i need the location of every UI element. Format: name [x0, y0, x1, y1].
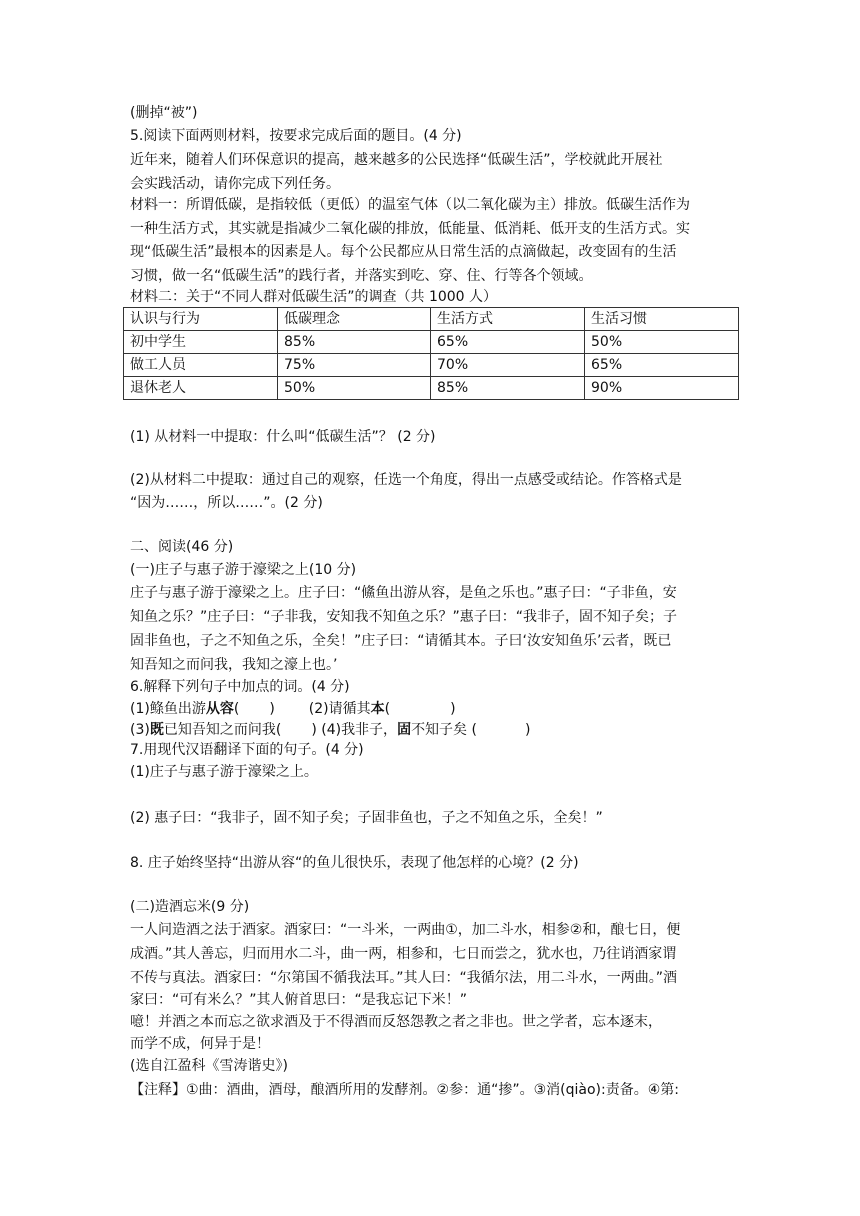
table-cell: 65%	[585, 354, 739, 377]
table-cell: 50%	[278, 377, 431, 400]
q6-item-4-rest: 不知子矣 (	[411, 722, 477, 738]
question-6-row-2	[130, 720, 530, 740]
q6-item-1-close: )	[269, 701, 275, 717]
table-cell: 70%	[431, 354, 585, 377]
table-header-cell: 生活方式	[431, 308, 585, 331]
table-cell: 90%	[585, 377, 739, 400]
q6-item-4-close: )	[524, 722, 531, 738]
passage-line: 成酒。”其人善忘，归而用水二斗，曲一两，相参和，七日而尝之，犹水也，乃往诮酒家谓	[130, 946, 677, 962]
table-cell: 退休老人	[124, 377, 278, 400]
text-line: 一种生活方式，其实就是指减少二氧化碳的排放，低能量、低消耗、低开支的生活方式。实	[130, 221, 690, 237]
passage-line: 庄子与惠子游于濠梁之上。庄子曰：“鯈鱼出游从容，是鱼之乐也。”惠子曰：“子非鱼，安	[130, 585, 677, 601]
text-line: 材料一：所谓低碳，是指较低（更低）的温室气体（以二氧化碳为主）排放。低碳生活作为	[130, 197, 690, 213]
passage-line: 不传与真法。酒家曰：“尔第国不循我法耳。”其人曰：“我循尔法，用二斗水，一两曲。”酒	[130, 970, 678, 986]
q6-item-4-key: 固	[397, 722, 412, 738]
q6-item-2-close: )	[450, 701, 456, 717]
table-row	[124, 354, 739, 377]
table-header-cell: 低碳理念	[278, 308, 431, 331]
table-row	[124, 377, 739, 400]
text-line: (删掉“被”)	[130, 105, 198, 121]
passage-title: (二)造酒忘米(9 分)	[130, 899, 250, 915]
q6-item-3-rest: 已知吾知之而问我(	[163, 722, 282, 738]
annotation-line: 【注释】①曲：酒曲，酒母，酿酒所用的发酵剂。②参：通“掺”。③消(qiào):责备。④第:	[130, 1082, 679, 1098]
q6-item-2-open: (	[384, 701, 391, 717]
question-7-2: (2) 惠子曰：“我非子，固不知子矣；子固非鱼也，子之不知鱼之乐，全矣！”	[130, 810, 603, 826]
text-line: 习惯，做一名“低碳生活”的践行者，并落实到吃、穿、住、行等各个领域。	[130, 268, 593, 284]
passage-line: 噫！并酒之本而忘之欲求酒及于不得酒而反怒怨教之者之非也。世之学者，忘本逐末，	[130, 1014, 662, 1030]
section-heading: 二、阅读(46 分)	[130, 539, 234, 555]
question-8: 8. 庄子始终坚持“出游从容“的鱼儿很快乐，表现了他怎样的心境？(2 分)	[130, 855, 579, 871]
text-line: 会实践活动，请你完成下列任务。	[130, 176, 340, 192]
q6-item-3-key: 既	[149, 722, 164, 738]
question-5-2: (2)从材料二中提取：通过自己的观察，任选一个角度，得出一点感受或结论。作答格式是	[130, 472, 682, 488]
passage-line: 一人问造酒之法于酒家。酒家曰：“一斗米，一两曲①，加二斗水，相参②和，酿七日，便	[130, 922, 681, 938]
survey-table	[123, 307, 739, 400]
table-caption: 材料二：关于“不同人群对低碳生活”的调查（共 1000 人）	[130, 289, 498, 305]
table-header-row	[124, 308, 739, 331]
table-cell: 50%	[585, 331, 739, 354]
table-cell: 初中学生	[124, 331, 278, 354]
q6-item-1-key: 从容	[205, 701, 234, 717]
question-7-1: (1)庄子与惠子游于濠梁之上。	[130, 764, 318, 780]
question-7-heading: 7.用现代汉语翻译下面的句子。(4 分)	[130, 742, 364, 758]
question-6-heading: 6.解释下列句子中加点的词。(4 分)	[130, 679, 350, 695]
q6-item-1-text: (1)鲦鱼出游	[130, 701, 206, 717]
text-line: 近年来，随着人们环保意识的提高，越来越多的公民选择“低碳生活”，学校就此开展社	[130, 152, 663, 168]
table-cell: 75%	[278, 354, 431, 377]
q6-item-4-text: (4)我非子，	[316, 722, 398, 738]
source-citation: (选自江盈科《雪涛谐史》)	[130, 1058, 288, 1074]
passage-title: (一)庄子与惠子游于濠梁之上(10 分)	[130, 562, 357, 578]
q6-item-2-key: 本	[370, 701, 385, 717]
q6-item-3-close: )	[311, 722, 317, 738]
table-header-cell: 生活习惯	[585, 308, 739, 331]
text-line: “因为……，所以……”。(2 分)	[130, 495, 323, 511]
text-line: 现“低碳生活”最根本的因素是人。每个公民都应从日常生活的点滴做起，改变固有的生活	[130, 244, 677, 260]
question-5-1: (1) 从材料一中提取：什么叫“低碳生活”？ (2 分)	[130, 429, 436, 445]
passage-line: 知鱼之乐？”庄子曰：“子非我，安知我不知鱼之乐？”惠子曰：“我非子，固不知子矣；子	[130, 609, 678, 625]
table-cell: 65%	[431, 331, 585, 354]
table-cell: 做工人员	[124, 354, 278, 377]
q6-item-2-text: (2)请循其	[308, 701, 371, 717]
question-5-heading: 5.阅读下面两则材料，按要求完成后面的题目。(4 分)	[130, 128, 462, 144]
table-header-cell: 认识与行为	[124, 308, 278, 331]
question-6-row-1	[130, 699, 456, 719]
table-cell: 85%	[278, 331, 431, 354]
table-cell: 85%	[431, 377, 585, 400]
q6-item-1-open: (	[233, 701, 240, 717]
q6-item-3-text: (3)	[130, 722, 150, 738]
passage-line: 固非鱼也，子之不知鱼之乐，全矣！”庄子曰：“请循其本。子曰‘汝安知鱼乐’云者，既已	[130, 633, 672, 649]
passage-line: 知吾知之而问我，我知之濠上也。’	[130, 657, 338, 673]
passage-line: 而学不成，何异于是！	[130, 1036, 270, 1052]
passage-line: 家曰：“可有米么？”其人俯首思曰：“是我忘记下米！”	[130, 992, 468, 1008]
table-row	[124, 331, 739, 354]
